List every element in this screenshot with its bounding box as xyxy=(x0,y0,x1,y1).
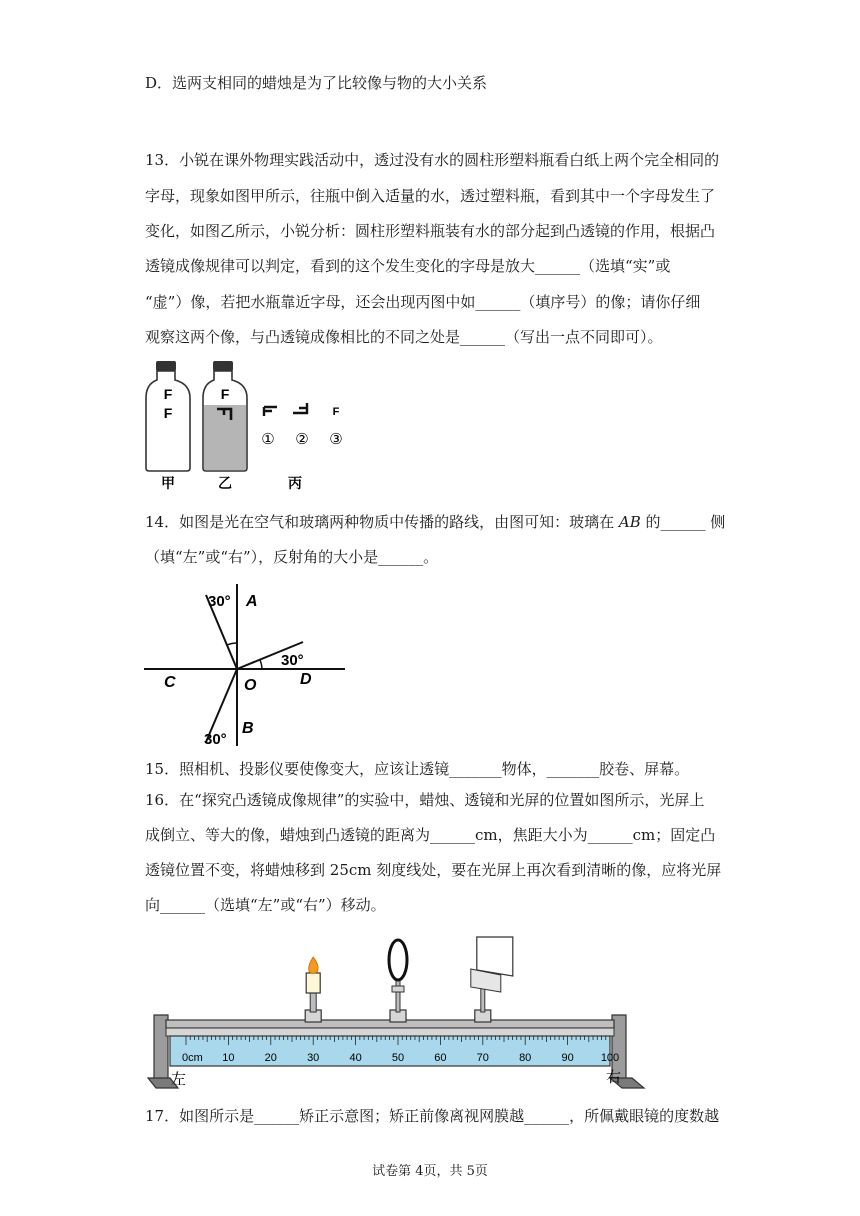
page-footer: 试卷第 4页，共 5页 xyxy=(372,1164,488,1179)
lens-glass xyxy=(389,940,407,980)
q16-line-4: 向______（选填“左”或“右”）移动。 xyxy=(145,896,386,914)
bottle-jia-letter-top: F xyxy=(163,386,173,402)
right-label: 右 xyxy=(606,1069,622,1086)
bottle-yi xyxy=(203,361,247,471)
angle-label-right: 30° xyxy=(281,652,304,669)
rail-guide xyxy=(166,1028,614,1036)
q16-line-2: 成倒立、等大的像，蜡烛到凸透镜的距离为______cm，焦距大小为______cm；固定凸 xyxy=(145,826,716,844)
label-yi: 乙 xyxy=(218,475,232,491)
scale-tick-label: 30 xyxy=(307,1052,320,1064)
left-label: 左 xyxy=(171,1071,187,1088)
light-screen xyxy=(471,937,513,1022)
image-3-letter: F xyxy=(332,406,340,418)
q13-line-3: 变化，如图乙所示，小锐分析：圆柱形塑料瓶装有水的部分起到凸透镜的作用，根据凸 xyxy=(145,222,716,240)
scale-tick-label: 0cm xyxy=(182,1052,203,1064)
label-jia: 甲 xyxy=(161,475,175,491)
scale-tick-label: 40 xyxy=(349,1052,362,1064)
q15-line: 15．照相机、投影仪要使像变大，应该让透镜_______物体，_______胶卷、屏幕。 xyxy=(145,760,690,778)
candle-body xyxy=(306,973,320,993)
point-label-o: O xyxy=(244,677,257,694)
q13-line-6: 观察这两个像，与凸透镜成像相比的不同之处是______（写出一点不同即可）。 xyxy=(145,328,663,346)
scale-bar xyxy=(170,1036,610,1066)
q14-ab-label: AB xyxy=(618,513,641,531)
q13-line-2: 字母，现象如图甲所示，往瓶中倒入适量的水，透过塑料瓶，看到其中一个字母发生了 xyxy=(145,187,716,205)
point-label-b: B xyxy=(242,720,254,737)
q14-line-1 xyxy=(145,512,725,532)
bottle-jia-letter-bottom: F xyxy=(163,405,173,421)
scale-tick-label: 50 xyxy=(391,1052,405,1064)
candle xyxy=(305,957,321,1022)
scale-tick-label: 90 xyxy=(561,1052,574,1064)
point-label-a: A xyxy=(246,593,258,610)
image-number-2: ② xyxy=(295,431,309,448)
scale-tick-label: 70 xyxy=(476,1052,489,1064)
q13-bottle-figure xyxy=(140,358,360,493)
convex-lens xyxy=(389,940,407,1022)
image-number-3: ③ xyxy=(329,431,343,448)
q13-line-4: 透镜成像规律可以判定，看到的这个发生变化的字母是放大______（选填“实”或 xyxy=(145,257,671,275)
q14-line-1-part-b: 的______ 侧 xyxy=(640,513,726,531)
q16-line-1: 16．在“探究凸透镜成像规律”的实验中，蜡烛、透镜和光屏的位置如图所示，光屏上 xyxy=(145,791,705,809)
bottle-yi-cap xyxy=(213,361,233,371)
candle-holder-rod xyxy=(310,992,316,1012)
scale-tick-label: 20 xyxy=(264,1052,277,1064)
scale-tick-label: 80 xyxy=(519,1052,532,1064)
image-1 xyxy=(264,407,277,416)
q17-line: 17．如图所示是______矫正示意图；矫正前像离视网膜越______，所佩戴眼镜的度数越 xyxy=(145,1107,720,1125)
q14-ray-figure xyxy=(140,580,350,750)
lens-holder-joint xyxy=(392,986,404,992)
image-number-1: ① xyxy=(261,431,275,448)
screen-holder-rod xyxy=(481,986,485,1012)
bottle-yi-letter: F xyxy=(220,386,230,402)
scale-tick-label: 60 xyxy=(434,1052,447,1064)
angle-label-upper: 30° xyxy=(208,593,231,610)
scale-tick-label: 100 xyxy=(600,1052,620,1064)
scale-tick-label: 10 xyxy=(222,1052,235,1064)
optical-bench-figure xyxy=(140,930,655,1095)
q14-line-1-part-a: 14．如图是光在空气和玻璃两种物质中传播的路线，由图可知：玻璃在 xyxy=(145,513,619,531)
q12-option-d: D．选两支相同的蜡烛是为了比较像与物的大小关系 xyxy=(145,74,488,92)
image-2 xyxy=(293,403,307,413)
candle-flame xyxy=(309,957,318,974)
point-label-c: C xyxy=(164,674,176,691)
angle-arc-upper xyxy=(227,643,237,645)
bottle-jia xyxy=(146,361,190,471)
q16-line-3: 透镜位置不变，将蜡烛移到 25cm 刻度线处，要在光屏上再次看到清晰的像，应将光屏 xyxy=(145,861,722,879)
q14-line-2: （填“左”或“右”），反射角的大小是______。 xyxy=(145,548,439,566)
bottle-jia-cap xyxy=(156,361,176,371)
figure-bing-images xyxy=(261,403,342,448)
q13-line-1: 13．小锐在课外物理实践活动中，透过没有水的圆柱形塑料瓶看白纸上两个完全相同的 xyxy=(145,151,720,169)
label-bing: 丙 xyxy=(288,475,302,491)
angle-label-lower: 30° xyxy=(204,731,227,748)
q13-line-5: “虚”）像，若把水瓶靠近字母，还会出现丙图中如______（填序号）的像；请你仔细 xyxy=(145,293,701,311)
point-label-d: D xyxy=(300,671,312,688)
screen-panel xyxy=(477,937,513,976)
angle-arc-right xyxy=(260,660,262,669)
